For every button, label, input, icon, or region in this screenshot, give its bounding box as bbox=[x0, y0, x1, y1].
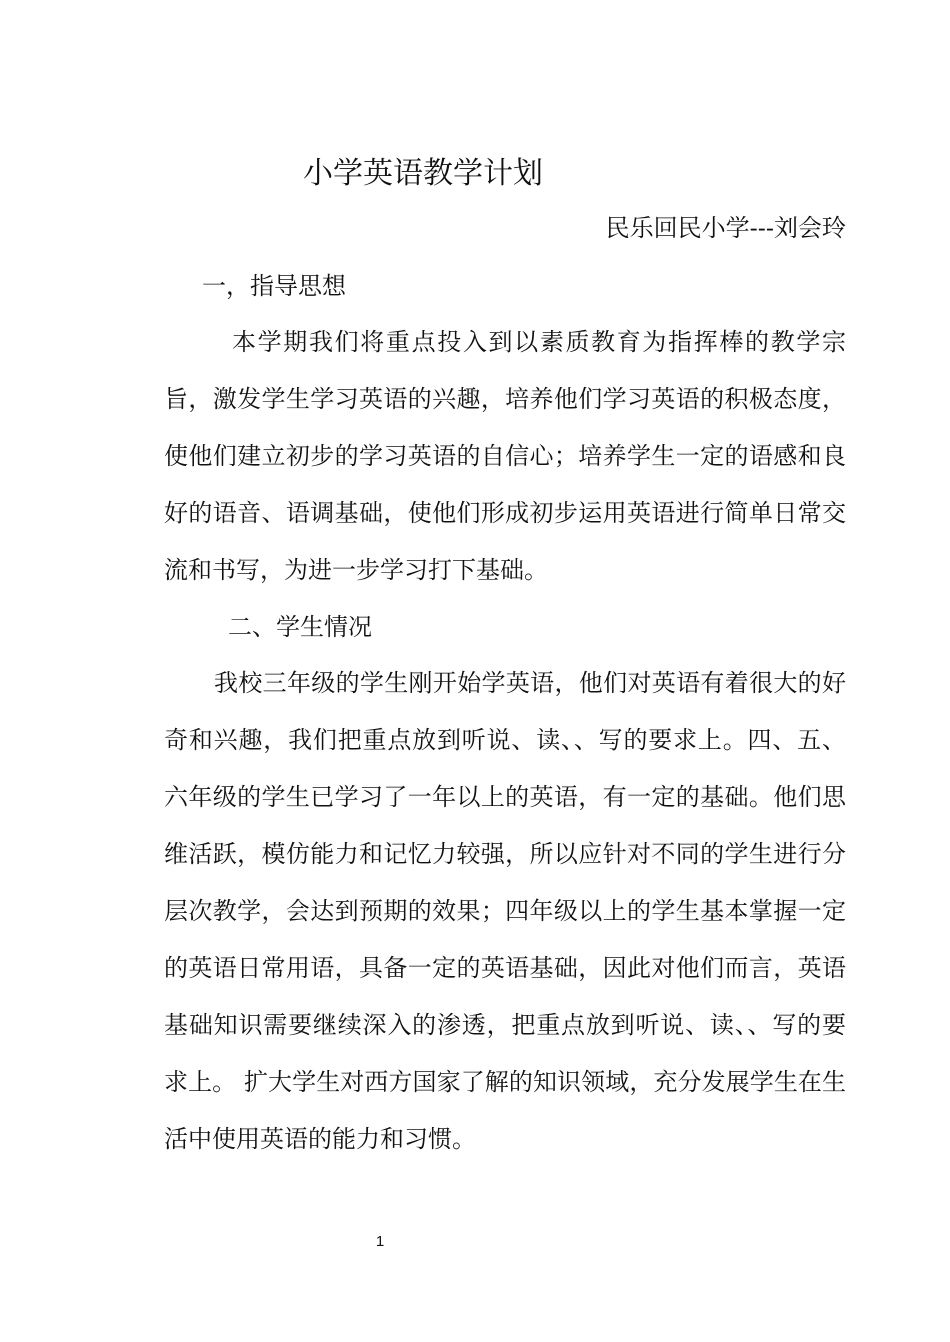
document-title: 小学英语教学计划 bbox=[303, 156, 543, 191]
section-paragraph-guiding-thought: 本学期我们将重点投入到以素质教育为指挥棒的教学宗旨，激发学生学习英语的兴趣，培养他们学习英语的积极态度，使他们建立初步的学习英语的自信心；培养学生一定的语感和良好的语音、语调基础，使他们形成初步运用英语进行简单日常交流和书写，为进一步学习打下基础。 bbox=[164, 328, 846, 584]
page-number: 1 bbox=[375, 1233, 385, 1250]
author-line: 民乐回民小学---刘会玲 bbox=[605, 214, 846, 242]
section-heading-student-situation: 二、学生情况 bbox=[228, 613, 372, 641]
section-paragraph-student-situation: 我校三年级的学生刚开始学英语，他们对英语有着很大的好奇和兴趣，我们把重点放到听说、读、、写的要求上。四、五、六年级的学生已学习了一年以上的英语，有一定的基础。他们思维活跃，模仿能力和记忆力较强，所以应针对不同的学生进行分层次教学，会达到预期的效果；四年级以上的学生基本掌握一定的英语日常用语，具备一定的英语基础，因此对他们而言，英语基础知识需要继续深入的渗透，把重点放到听说、读、、写的要求上。 扩大学生对西方国家了解的知识领域，充分发展学生在生活中使用英语的能力和习惯。 bbox=[164, 669, 846, 1153]
section-heading-guiding-thought: 一，指导思想 bbox=[202, 272, 346, 300]
